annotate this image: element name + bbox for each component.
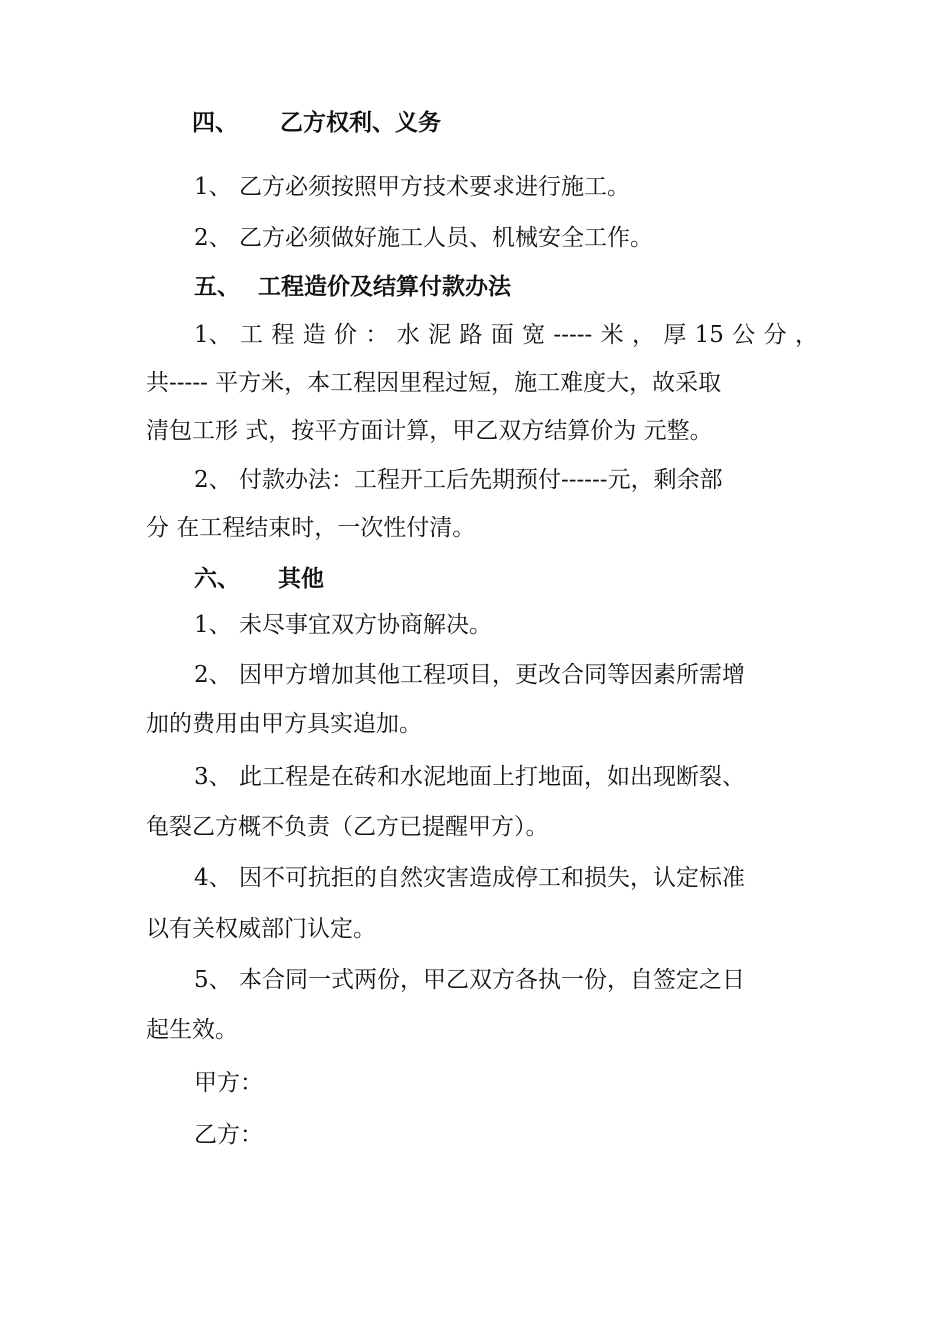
section-6-item-2-line-2: 加的费用由甲方具实追加。 [146, 711, 422, 737]
party-a-signature-label: 甲方： [194, 1070, 263, 1096]
section-6-item-3-line-1: 3、 此工程是在砖和水泥地面上打地面，如出现断裂、 [194, 764, 745, 790]
party-b-signature-label: 乙方： [194, 1122, 263, 1148]
section-6-item-1: 1、 未尽事宜双方协商解决。 [194, 612, 492, 638]
section-5-item-2-line-2: 分 在工程结束时，一次性付清。 [146, 515, 476, 541]
section-5-heading [194, 272, 511, 302]
section-5-item-1-line-2: 共----- 平方米，本工程因里程过短，施工难度大，故采取 [146, 370, 722, 396]
section-4-number: 四、 [192, 109, 238, 136]
section-6-item-5-line-1: 5、 本合同一式两份，甲乙双方各执一份，自签定之日 [194, 967, 745, 993]
section-5-title: 工程造价及结算付款办法 [258, 273, 511, 300]
section-6-item-2-line-1: 2、 因甲方增加其他工程项目，更改合同等因素所需增 [194, 662, 745, 688]
section-5-item-2-line-1: 2、 付款办法：工程开工后先期预付------元，剩余部 [194, 467, 723, 493]
section-5-item-1-line-3: 清包工形 式，按平方面计算，甲乙双方结算价为 元整。 [146, 418, 713, 444]
section-6-number: 六、 [194, 565, 240, 592]
section-6-item-4-line-1: 4、 因不可抗拒的自然灾害造成停工和损失，认定标准 [194, 865, 745, 891]
section-6-item-3-line-2: 龟裂乙方概不负责（乙方已提醒甲方）。 [146, 814, 549, 840]
section-6-heading [194, 564, 324, 594]
section-6-item-5-line-2: 起生效。 [146, 1017, 238, 1043]
section-4-item-2: 2、 乙方必须做好施工人员、机械安全工作。 [194, 225, 653, 251]
section-6-item-4-line-2: 以有关权威部门认定。 [146, 916, 376, 942]
section-4-title: 乙方权利、义务 [280, 109, 441, 136]
section-6-title: 其他 [278, 565, 324, 592]
section-4-heading [192, 108, 441, 138]
section-5-number: 五、 [194, 273, 240, 300]
section-5-item-1-line-1: 1、 工 程 造 价 ： 水 泥 路 面 宽 ----- 米 ， 厚 15 公 分 ， [194, 322, 818, 348]
section-4-item-1: 1、 乙方必须按照甲方技术要求进行施工。 [194, 174, 630, 200]
